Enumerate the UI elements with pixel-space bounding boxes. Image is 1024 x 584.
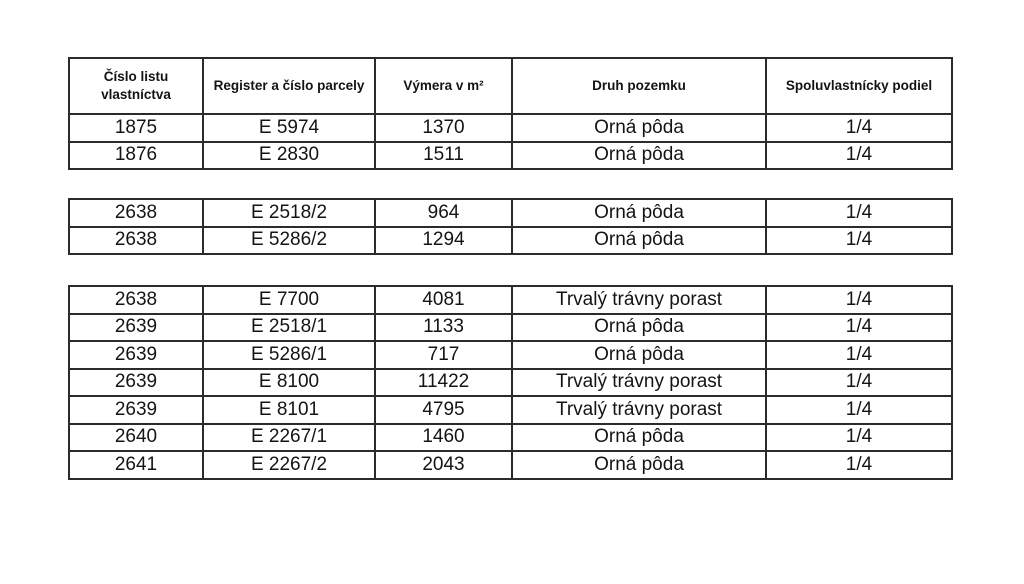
cell-lv-number: 1875 (69, 114, 203, 142)
table-row (69, 424, 952, 452)
table-row (69, 314, 952, 342)
cell-land-type: Trvalý trávny porast (512, 369, 766, 397)
col-header-area: Výmera v m² (375, 58, 512, 114)
cell-parcel: E 2267/1 (203, 424, 375, 452)
col-header-land-type: Druh pozemku (512, 58, 766, 114)
cell-share: 1/4 (766, 451, 952, 479)
cell-lv-number: 2639 (69, 314, 203, 342)
cell-area: 11422 (375, 369, 512, 397)
cell-land-type: Orná pôda (512, 199, 766, 227)
table-row (69, 451, 952, 479)
cell-lv-number: 2639 (69, 396, 203, 424)
table-row (69, 227, 952, 255)
cell-parcel: E 8100 (203, 369, 375, 397)
cell-share: 1/4 (766, 142, 952, 170)
cell-parcel: E 5974 (203, 114, 375, 142)
cell-lv-number: 2639 (69, 369, 203, 397)
cell-lv-number: 2641 (69, 451, 203, 479)
cell-land-type: Trvalý trávny porast (512, 286, 766, 314)
cell-area: 717 (375, 341, 512, 369)
cell-lv-number: 2638 (69, 199, 203, 227)
cell-area: 2043 (375, 451, 512, 479)
cell-share: 1/4 (766, 341, 952, 369)
cell-land-type: Orná pôda (512, 142, 766, 170)
table-row (69, 341, 952, 369)
cell-area: 4795 (375, 396, 512, 424)
cell-area: 1133 (375, 314, 512, 342)
ownership-table-block-3 (68, 285, 953, 480)
cell-share: 1/4 (766, 424, 952, 452)
table-row (69, 286, 952, 314)
col-header-share: Spoluvlastnícky podiel (766, 58, 952, 114)
cell-share: 1/4 (766, 199, 952, 227)
table-row (69, 396, 952, 424)
cell-land-type: Orná pôda (512, 114, 766, 142)
cell-parcel: E 2518/2 (203, 199, 375, 227)
col-header-parcel: Register a číslo parcely (203, 58, 375, 114)
cell-area: 1370 (375, 114, 512, 142)
cell-area: 1294 (375, 227, 512, 255)
cell-land-type: Orná pôda (512, 424, 766, 452)
cell-parcel: E 7700 (203, 286, 375, 314)
cell-share: 1/4 (766, 227, 952, 255)
cell-lv-number: 2639 (69, 341, 203, 369)
cell-area: 964 (375, 199, 512, 227)
table-row (69, 114, 952, 142)
cell-share: 1/4 (766, 369, 952, 397)
cell-lv-number: 2638 (69, 286, 203, 314)
cell-parcel: E 2830 (203, 142, 375, 170)
cell-share: 1/4 (766, 396, 952, 424)
table-row (69, 199, 952, 227)
col-header-lv-number: Číslo listu vlastníctva (69, 58, 203, 114)
cell-lv-number: 2638 (69, 227, 203, 255)
cell-parcel: E 8101 (203, 396, 375, 424)
cell-parcel: E 2518/1 (203, 314, 375, 342)
cell-parcel: E 5286/1 (203, 341, 375, 369)
cell-area: 1460 (375, 424, 512, 452)
cell-share: 1/4 (766, 286, 952, 314)
cell-land-type: Orná pôda (512, 451, 766, 479)
cell-parcel: E 5286/2 (203, 227, 375, 255)
header-row (69, 58, 952, 114)
cell-area: 4081 (375, 286, 512, 314)
table-row (69, 369, 952, 397)
cell-land-type: Orná pôda (512, 314, 766, 342)
table-row (69, 142, 952, 170)
cell-parcel: E 2267/2 (203, 451, 375, 479)
cell-area: 1511 (375, 142, 512, 170)
cell-lv-number: 2640 (69, 424, 203, 452)
ownership-table-block-2 (68, 198, 953, 255)
cell-share: 1/4 (766, 114, 952, 142)
cell-lv-number: 1876 (69, 142, 203, 170)
cell-share: 1/4 (766, 314, 952, 342)
cell-land-type: Orná pôda (512, 227, 766, 255)
cell-land-type: Trvalý trávny porast (512, 396, 766, 424)
cell-land-type: Orná pôda (512, 341, 766, 369)
ownership-table-block-1 (68, 57, 953, 170)
